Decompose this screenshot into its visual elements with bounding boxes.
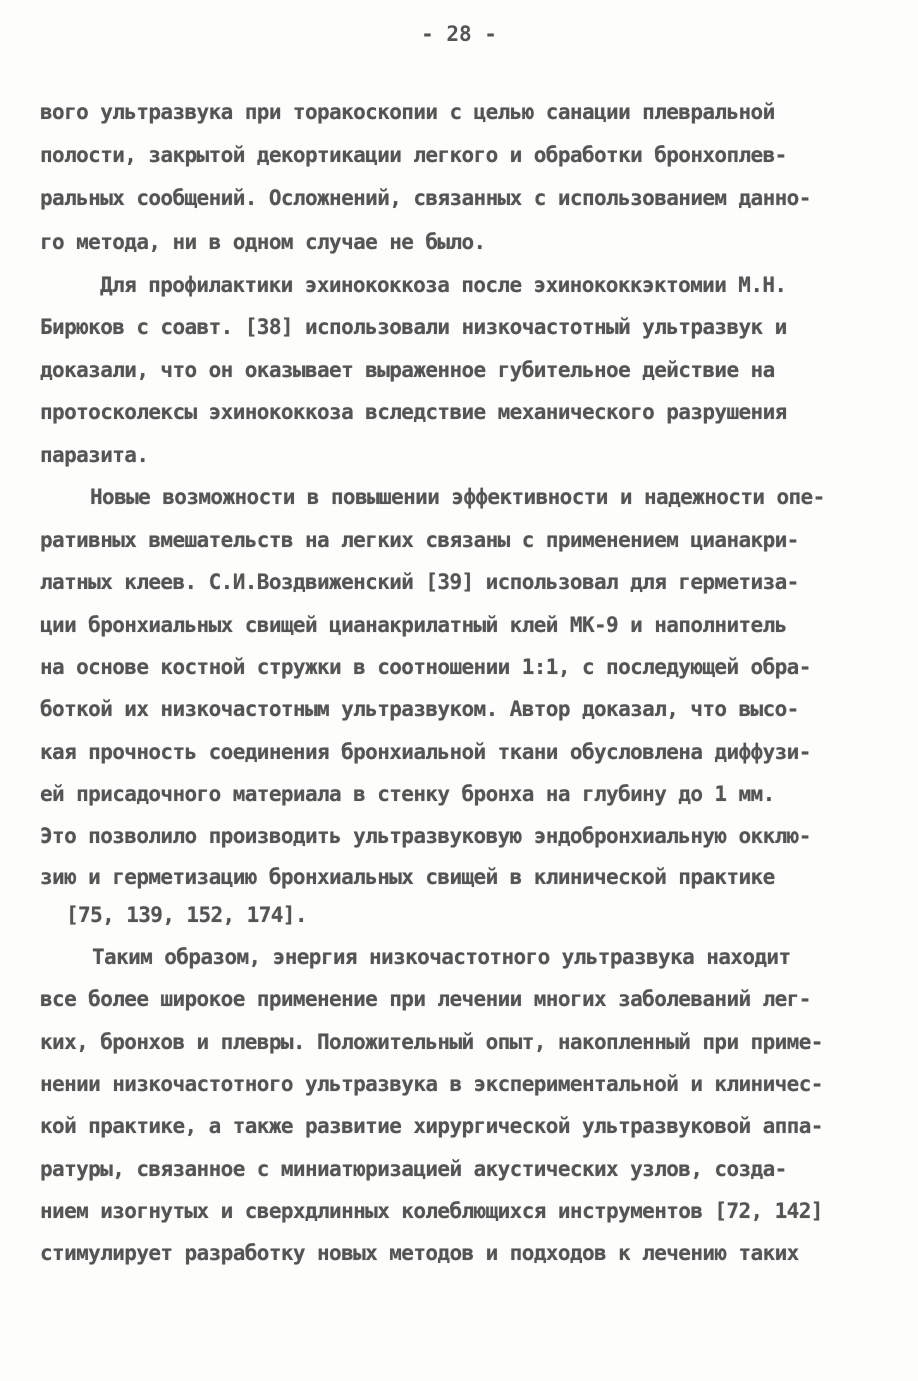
text-line: вого ультразвука при торакоскопии с целью санации плевральной (40, 100, 775, 124)
text-line: Таким образом, энергия низкочастотного ультразвука находит (92, 945, 791, 969)
page-number: - 28 - (421, 22, 497, 46)
text-line: ких, бронхов и плевры. Положительный опыт, накопленный при приме- (40, 1030, 823, 1054)
text-line: го метода, ни в одном случае не было. (40, 230, 486, 254)
text-line: полости, закрытой декортикации легкого и обработки бронхоплев- (40, 143, 787, 167)
text-line: ей присадочного материала в стенку бронха на глубину до 1 мм. (40, 782, 775, 806)
text-line: ративных вмешательств на легких связаны с применением цианакри- (40, 528, 799, 552)
text-line: Это позволило производить ультразвуковую эндобронхиальную окклю- (40, 824, 811, 848)
text-line: протосколексы эхинококкоза вследствие механического разрушения (40, 400, 787, 424)
text-line: ральных сообщений. Осложнений, связанных с использованием данно- (40, 186, 811, 210)
text-line: боткой их низкочастотным ультразвуком. Автор доказал, что высо- (40, 697, 799, 721)
text-line: паразита. (40, 443, 149, 467)
text-line: Бирюков с соавт. [38] использовали низкочастотный ультразвук и (40, 315, 787, 339)
text-line: Для профилактики эхинококкоза после эхинококкэктомии М.Н. (100, 273, 787, 297)
text-line: латных клеев. С.И.Воздвиженский [39] использовал для герметиза- (40, 570, 799, 594)
text-line: [75, 139, 152, 174]. (66, 903, 307, 927)
text-line: кая прочность соединения бронхиальной ткани обусловлена диффузи- (40, 740, 811, 764)
text-line: Новые возможности в повышении эффективности и надежности опе- (90, 485, 825, 509)
text-line: доказали, что он оказывает выраженное губительное действие на (40, 358, 775, 382)
text-line: на основе костной стружки в соотношении 1:1, с последующей обра- (40, 655, 811, 679)
text-line: нием изогнутых и сверхдлинных колеблющихся инструментов [72, 142] (40, 1199, 823, 1223)
text-line: ратуры, связанное с миниатюризацией акустических узлов, созда- (40, 1157, 787, 1181)
text-line: все более широкое применение при лечении многих заболеваний лег- (40, 987, 811, 1011)
text-line: ции бронхиальных свищей цианакрилатный клей МК-9 и наполнитель (40, 613, 787, 637)
text-line: кой практике, а также развитие хирургической ультразвуковой аппа- (40, 1114, 823, 1138)
text-line: стимулирует разработку новых методов и подходов к лечению таких (40, 1241, 799, 1265)
text-line: нении низкочастотного ультразвука в экспериментальной и клиничес- (40, 1072, 823, 1096)
text-line: зию и герметизацию бронхиальных свищей в клинической практике (40, 865, 775, 889)
